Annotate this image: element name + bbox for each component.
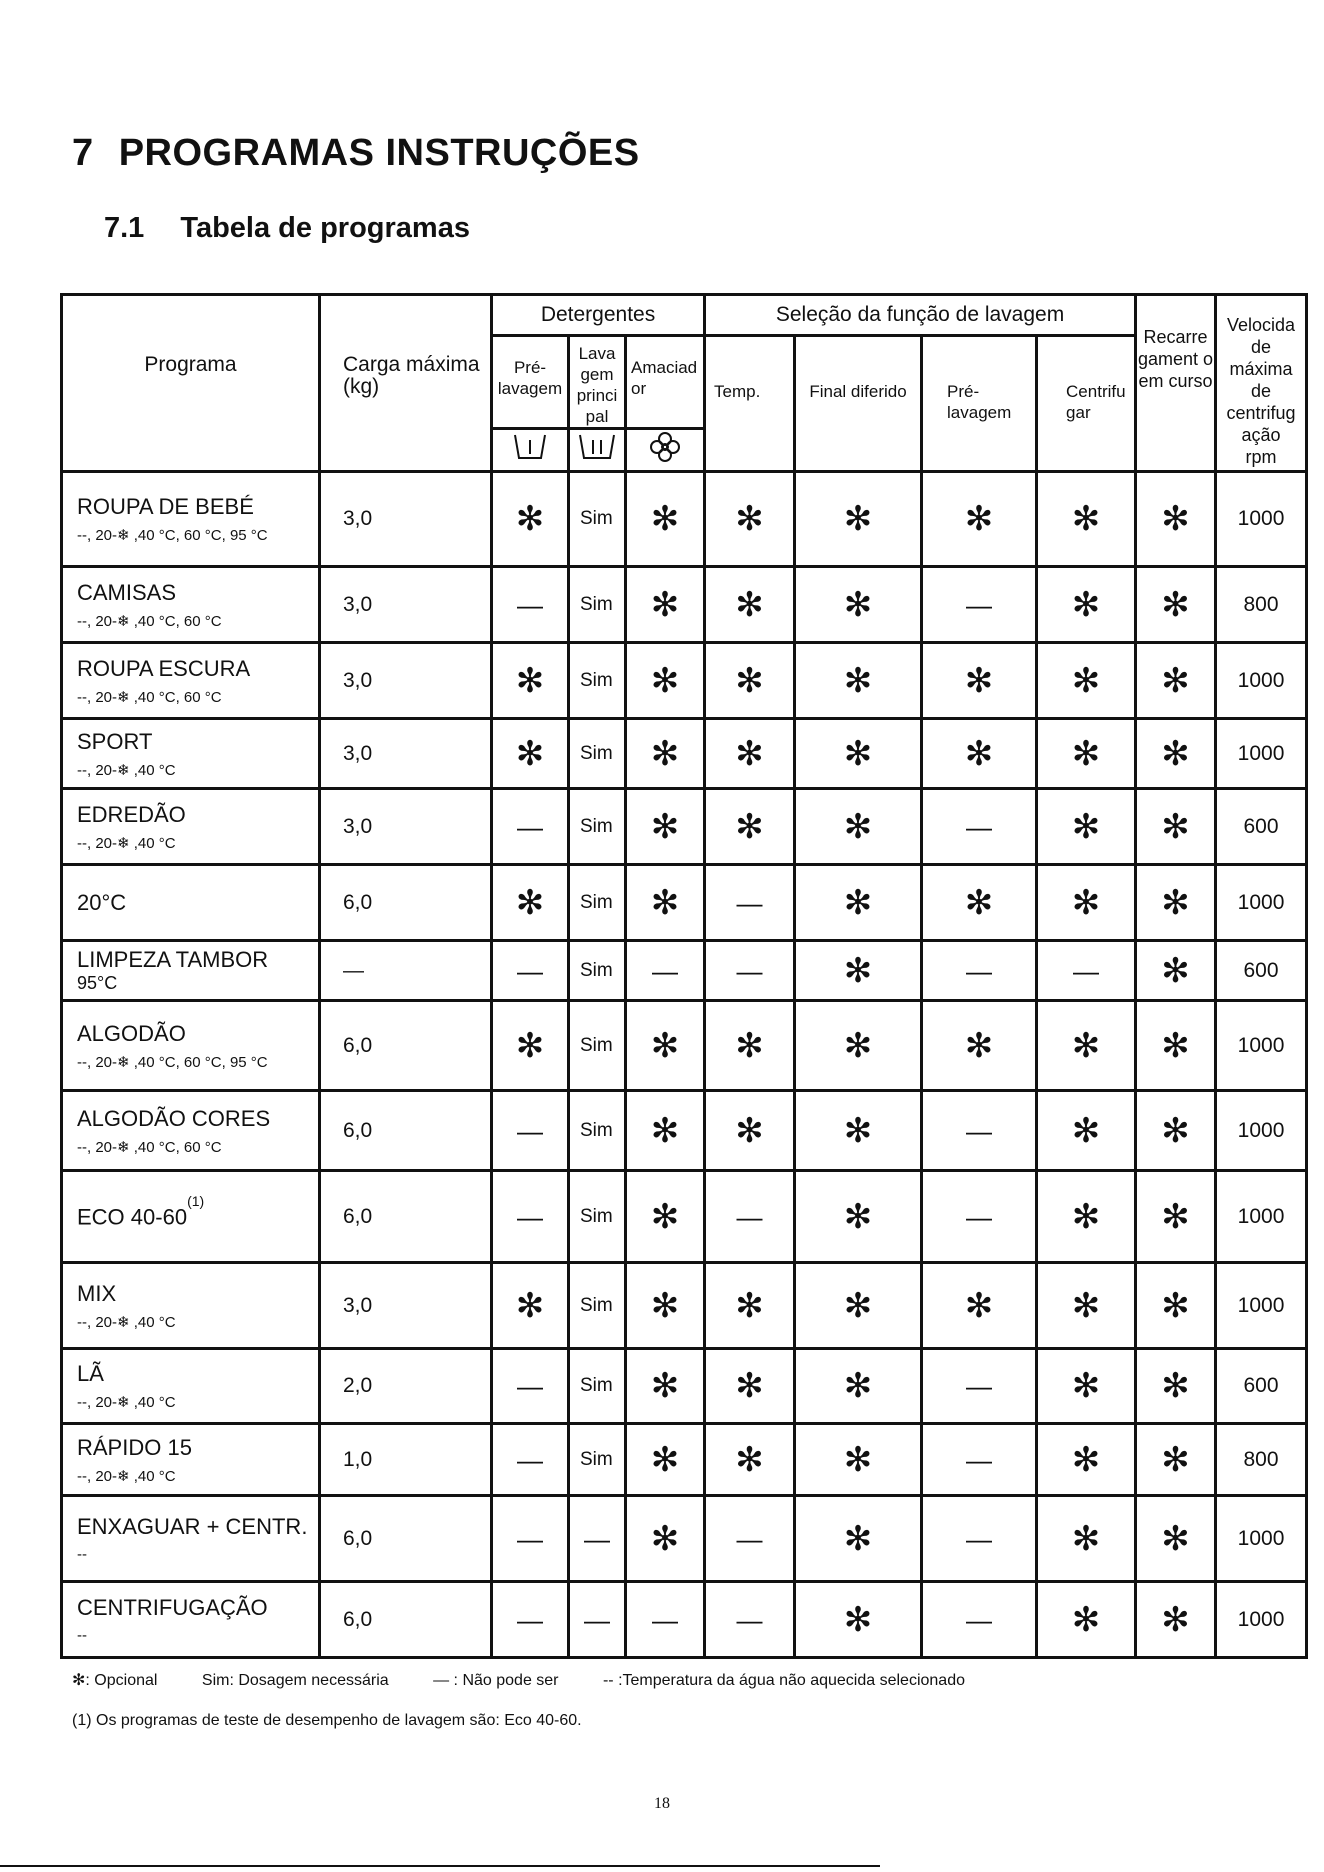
rpm-cell: 1000 xyxy=(1216,1091,1307,1171)
load-cell: — xyxy=(320,941,492,1001)
reload-cell: ✻ xyxy=(1136,472,1216,567)
main-wash-cell: Sim xyxy=(569,1171,626,1263)
program-name: LIMPEZA TAMBOR xyxy=(77,947,269,972)
spin-cell: — xyxy=(1037,941,1136,1001)
footnote: (1) Os programas de teste de desempenho de lavagem são: Eco 40-60. xyxy=(72,1712,582,1729)
header-velocidade xyxy=(1216,295,1307,472)
program-name: ALGODÃO CORES xyxy=(77,1105,271,1131)
legend-sim: Sim: Dosagem necessária xyxy=(201,1672,389,1689)
rpm-cell: 1000 xyxy=(1216,1001,1307,1091)
program-footnote-ref: (1) xyxy=(187,1192,205,1209)
program-temperatures: 95°C xyxy=(77,973,118,993)
header-amaciador: Amaciad or xyxy=(626,336,705,429)
prewash-select-cell: ✻ xyxy=(922,1001,1037,1091)
main-wash-cell: Sim xyxy=(569,567,626,643)
prewash-cell: — xyxy=(492,1349,569,1424)
prewash-select-cell: — xyxy=(922,1582,1037,1658)
program-name: RÁPIDO 15 xyxy=(77,1434,192,1460)
softener-cell: ✻ xyxy=(626,1424,705,1496)
spin-cell: ✻ xyxy=(1037,1582,1136,1658)
table-row xyxy=(62,567,1307,643)
program-cell xyxy=(62,1001,320,1091)
program-temperatures: --, 20-❄ ,40 °C xyxy=(77,834,176,852)
rpm-cell: 1000 xyxy=(1216,865,1307,941)
program-cell xyxy=(62,789,320,865)
prewash-select-cell: ✻ xyxy=(922,865,1037,941)
table-row xyxy=(62,719,1307,789)
program-cell xyxy=(62,1424,320,1496)
program-temperatures: --, 20-❄ ,40 °C, 60 °C, 95 °C xyxy=(77,527,268,544)
program-cell xyxy=(62,719,320,789)
rpm-cell: 800 xyxy=(1216,567,1307,643)
rpm-cell: 1000 xyxy=(1216,1582,1307,1658)
program-temperatures: -- xyxy=(77,1546,87,1563)
load-cell: 6,0 xyxy=(320,1171,492,1263)
temp-cell: ✻ xyxy=(705,719,795,789)
program-name: CAMISAS xyxy=(77,579,177,605)
softener-cell: ✻ xyxy=(626,865,705,941)
softener-cell: ✻ xyxy=(626,643,705,719)
softener-cell: ✻ xyxy=(626,1171,705,1263)
temp-cell: — xyxy=(705,1582,795,1658)
rpm-cell: 1000 xyxy=(1216,1496,1307,1582)
reload-cell: ✻ xyxy=(1136,567,1216,643)
rpm-cell: 600 xyxy=(1216,1349,1307,1424)
main-wash-cell: Sim xyxy=(569,643,626,719)
program-name: ROUPA ESCURA xyxy=(77,655,251,681)
softener-compartment-cell xyxy=(626,429,705,472)
header-row-1 xyxy=(62,295,1307,336)
delay-cell: ✻ xyxy=(795,472,922,567)
program-temperatures: --, 20-❄ ,40 °C, 60 °C, 95 °C xyxy=(77,1053,268,1071)
delay-cell: ✻ xyxy=(795,941,922,1001)
header-centrifugar: Centrifu gar xyxy=(1037,336,1136,472)
main-wash-cell: Sim xyxy=(569,1349,626,1424)
spin-cell: ✻ xyxy=(1037,865,1136,941)
rpm-cell: 1000 xyxy=(1216,719,1307,789)
main-wash-cell: — xyxy=(569,1496,626,1582)
table-row xyxy=(62,941,1307,1001)
spin-cell: ✻ xyxy=(1037,643,1136,719)
prewash-cell: — xyxy=(492,941,569,1001)
main-wash-cell: Sim xyxy=(569,789,626,865)
rpm-cell: 800 xyxy=(1216,1424,1307,1496)
softener-cell: ✻ xyxy=(626,1001,705,1091)
programs-table xyxy=(60,293,1308,1659)
softener-cell: ✻ xyxy=(626,789,705,865)
program-temperatures: --, 20-❄ ,40 °C, 60 °C xyxy=(77,688,222,706)
reload-cell: ✻ xyxy=(1136,643,1216,719)
temp-cell: ✻ xyxy=(705,1091,795,1171)
prewash-select-cell: ✻ xyxy=(922,643,1037,719)
prewash-select-cell: — xyxy=(922,567,1037,643)
program-cell xyxy=(62,865,320,941)
program-cell xyxy=(62,1171,320,1263)
page-number: 18 xyxy=(654,1795,670,1812)
reload-cell: ✻ xyxy=(1136,865,1216,941)
prewash-select-cell: — xyxy=(922,1349,1037,1424)
table-row xyxy=(62,1424,1307,1496)
load-cell: 2,0 xyxy=(320,1349,492,1424)
program-name: ROUPA DE BEBÉ xyxy=(77,494,254,519)
table-row xyxy=(62,789,1307,865)
prewash-select-cell: — xyxy=(922,1171,1037,1263)
program-temperatures: --, 20-❄ ,40 °C xyxy=(77,1394,176,1411)
prewash-compartment-cell xyxy=(492,429,569,472)
delay-cell: ✻ xyxy=(795,865,922,941)
softener-cell: ✻ xyxy=(626,719,705,789)
reload-cell: ✻ xyxy=(1136,1424,1216,1496)
delay-cell: ✻ xyxy=(795,1001,922,1091)
load-cell: 3,0 xyxy=(320,789,492,865)
temp-cell: ✻ xyxy=(705,1424,795,1496)
main-wash-compartment-icon xyxy=(577,432,617,462)
header-detergentes: Detergentes xyxy=(492,295,705,336)
program-name: ALGODÃO xyxy=(77,1020,186,1046)
softener-cell: — xyxy=(626,1582,705,1658)
prewash-cell: — xyxy=(492,1171,569,1263)
header-final-diferido: Final diferido xyxy=(795,336,922,472)
load-cell: 6,0 xyxy=(320,1001,492,1091)
rpm-cell: 600 xyxy=(1216,941,1307,1001)
rpm-cell: 1000 xyxy=(1216,472,1307,567)
header-velocidade-label: Velocida de máxima de centrifug ação xyxy=(1226,315,1296,445)
prewash-select-cell: — xyxy=(922,789,1037,865)
spin-cell: ✻ xyxy=(1037,1349,1136,1424)
main-wash-cell: Sim xyxy=(569,865,626,941)
header-programa: Programa xyxy=(62,295,320,472)
prewash-cell: ✻ xyxy=(492,1001,569,1091)
legend-temp: -- :Temperatura da água não aquecida selecionado xyxy=(602,1672,965,1689)
program-name: ENXAGUAR + CENTR. xyxy=(77,1514,308,1539)
delay-cell: ✻ xyxy=(795,643,922,719)
main-wash-cell: Sim xyxy=(569,1424,626,1496)
table-row xyxy=(62,643,1307,719)
legend xyxy=(72,1670,1005,1690)
program-cell xyxy=(62,1349,320,1424)
main-wash-cell: Sim xyxy=(569,1091,626,1171)
prewash-select-cell: ✻ xyxy=(922,719,1037,789)
temp-cell: — xyxy=(705,1496,795,1582)
page-heading xyxy=(72,132,640,175)
load-cell: 6,0 xyxy=(320,865,492,941)
header-rpm: rpm xyxy=(1245,447,1277,467)
header-pre-lavagem-det: Pré-lavagem xyxy=(492,336,569,429)
legend-optional: ✻: Opcional xyxy=(72,1672,158,1689)
table-row xyxy=(62,1263,1307,1349)
spin-cell: ✻ xyxy=(1037,567,1136,643)
program-name: CENTRIFUGAÇÃO xyxy=(77,1595,268,1620)
header-selecao: Seleção da função de lavagem xyxy=(705,295,1136,336)
prewash-cell: ✻ xyxy=(492,643,569,719)
rpm-cell: 1000 xyxy=(1216,1263,1307,1349)
prewash-cell: — xyxy=(492,789,569,865)
prewash-cell: ✻ xyxy=(492,1263,569,1349)
softener-cell: ✻ xyxy=(626,1349,705,1424)
temp-cell: ✻ xyxy=(705,472,795,567)
program-temperatures: --, 20-❄ ,40 °C xyxy=(77,1313,176,1331)
reload-cell: ✻ xyxy=(1136,1582,1216,1658)
section-number: 7.1 xyxy=(104,212,145,244)
softener-cell: ✻ xyxy=(626,472,705,567)
reload-cell: ✻ xyxy=(1136,1091,1216,1171)
program-temperatures: --, 20-❄ ,40 °C xyxy=(77,1467,176,1485)
prewash-cell: — xyxy=(492,1424,569,1496)
reload-cell: ✻ xyxy=(1136,1496,1216,1582)
program-name: LÃ xyxy=(77,1361,104,1386)
delay-cell: ✻ xyxy=(795,1091,922,1171)
prewash-select-cell: — xyxy=(922,1424,1037,1496)
load-cell: 6,0 xyxy=(320,1091,492,1171)
program-temperatures: --, 20-❄ ,40 °C, 60 °C xyxy=(77,612,222,630)
main-wash-cell: Sim xyxy=(569,941,626,1001)
program-cell xyxy=(62,472,320,567)
table-row xyxy=(62,865,1307,941)
program-cell xyxy=(62,1496,320,1582)
prewash-cell: — xyxy=(492,1582,569,1658)
program-temperatures: --, 20-❄ ,40 °C xyxy=(77,761,176,779)
table-row xyxy=(62,472,1307,567)
prewash-cell: ✻ xyxy=(492,472,569,567)
reload-cell: ✻ xyxy=(1136,1171,1216,1263)
main-wash-cell: Sim xyxy=(569,472,626,567)
load-cell: 1,0 xyxy=(320,1424,492,1496)
rpm-cell: 600 xyxy=(1216,789,1307,865)
program-name: SPORT xyxy=(77,728,153,754)
reload-cell: ✻ xyxy=(1136,1001,1216,1091)
main-wash-compartment-cell xyxy=(569,429,626,472)
rpm-cell: 1000 xyxy=(1216,643,1307,719)
load-cell: 3,0 xyxy=(320,472,492,567)
temp-cell: ✻ xyxy=(705,1349,795,1424)
spin-cell: ✻ xyxy=(1037,1496,1136,1582)
load-cell: 6,0 xyxy=(320,1496,492,1582)
program-name: MIX xyxy=(77,1280,117,1306)
program-cell xyxy=(62,1263,320,1349)
spin-cell: ✻ xyxy=(1037,1263,1136,1349)
temp-cell: ✻ xyxy=(705,567,795,643)
softener-cell: ✻ xyxy=(626,567,705,643)
header-pre-lavagem-sel: Pré- lavagem xyxy=(922,336,1037,472)
prewash-select-cell: — xyxy=(922,1496,1037,1582)
load-cell: 3,0 xyxy=(320,567,492,643)
table-row xyxy=(62,1582,1307,1658)
legend-not-allowed: — : Não pode ser xyxy=(433,1672,559,1689)
spin-cell: ✻ xyxy=(1037,719,1136,789)
delay-cell: ✻ xyxy=(795,1424,922,1496)
program-cell xyxy=(62,1582,320,1658)
program-cell xyxy=(62,1091,320,1171)
softener-cell: ✻ xyxy=(626,1496,705,1582)
program-cell xyxy=(62,567,320,643)
delay-cell: ✻ xyxy=(795,1582,922,1658)
prewash-select-cell: ✻ xyxy=(922,1263,1037,1349)
reload-cell: ✻ xyxy=(1136,719,1216,789)
load-cell: 3,0 xyxy=(320,643,492,719)
delay-cell: ✻ xyxy=(795,1496,922,1582)
heading-number: 7 xyxy=(72,132,94,174)
prewash-compartment-icon xyxy=(512,432,548,462)
delay-cell: ✻ xyxy=(795,1171,922,1263)
program-temperatures: -- xyxy=(77,1627,87,1644)
spin-cell: ✻ xyxy=(1037,1171,1136,1263)
table-row xyxy=(62,1091,1307,1171)
spin-cell: ✻ xyxy=(1037,472,1136,567)
heading-title: PROGRAMAS INSTRUÇÕES xyxy=(118,132,640,174)
table-row xyxy=(62,1171,1307,1263)
program-name: 20°C xyxy=(77,889,127,915)
program-cell xyxy=(62,941,320,1001)
load-cell: 6,0 xyxy=(320,1582,492,1658)
delay-cell: ✻ xyxy=(795,1263,922,1349)
section-title: Tabela de programas xyxy=(180,212,470,244)
prewash-select-cell: ✻ xyxy=(922,472,1037,567)
temp-cell: ✻ xyxy=(705,1263,795,1349)
temp-cell: ✻ xyxy=(705,789,795,865)
prewash-cell: — xyxy=(492,1496,569,1582)
delay-cell: ✻ xyxy=(795,567,922,643)
spin-cell: ✻ xyxy=(1037,1091,1136,1171)
header-carga: Carga máxima (kg) xyxy=(320,295,492,472)
prewash-select-cell: — xyxy=(922,1091,1037,1171)
reload-cell: ✻ xyxy=(1136,1263,1216,1349)
program-name: ECO 40-60$^{(1)}$ xyxy=(77,1192,205,1230)
temp-cell: — xyxy=(705,1171,795,1263)
main-wash-cell: Sim xyxy=(569,719,626,789)
bottom-rule xyxy=(0,1865,880,1867)
header-lavagem-principal: Lava gem princi pal xyxy=(569,336,626,429)
header-temp: Temp. xyxy=(705,336,795,472)
program-name: EDREDÃO xyxy=(77,801,186,827)
main-wash-cell: Sim xyxy=(569,1001,626,1091)
load-cell: 3,0 xyxy=(320,719,492,789)
reload-cell: ✻ xyxy=(1136,1349,1216,1424)
softener-cell: — xyxy=(626,941,705,1001)
spin-cell: ✻ xyxy=(1037,1001,1136,1091)
table-row xyxy=(62,1496,1307,1582)
prewash-select-cell: — xyxy=(922,941,1037,1001)
table-row xyxy=(62,1001,1307,1091)
program-cell xyxy=(62,643,320,719)
main-wash-cell: — xyxy=(569,1582,626,1658)
prewash-cell: — xyxy=(492,567,569,643)
delay-cell: ✻ xyxy=(795,1349,922,1424)
temp-cell: — xyxy=(705,941,795,1001)
temp-cell: ✻ xyxy=(705,1001,795,1091)
temp-cell: ✻ xyxy=(705,643,795,719)
table-row xyxy=(62,1349,1307,1424)
section-heading xyxy=(104,212,470,245)
delay-cell: ✻ xyxy=(795,719,922,789)
delay-cell: ✻ xyxy=(795,789,922,865)
temp-cell: — xyxy=(705,865,795,941)
prewash-cell: ✻ xyxy=(492,719,569,789)
spin-cell: ✻ xyxy=(1037,789,1136,865)
prewash-cell: — xyxy=(492,1091,569,1171)
spin-cell: ✻ xyxy=(1037,1424,1136,1496)
reload-cell: ✻ xyxy=(1136,941,1216,1001)
reload-cell: ✻ xyxy=(1136,789,1216,865)
softener-cell: ✻ xyxy=(626,1091,705,1171)
main-wash-cell: Sim xyxy=(569,1263,626,1349)
flower-softener-icon xyxy=(645,430,685,464)
load-cell: 3,0 xyxy=(320,1263,492,1349)
prewash-cell: ✻ xyxy=(492,865,569,941)
rpm-cell: 1000 xyxy=(1216,1171,1307,1263)
softener-cell: ✻ xyxy=(626,1263,705,1349)
header-recarregamento: Recarre gament o em curso xyxy=(1136,295,1216,472)
program-temperatures: --, 20-❄ ,40 °C, 60 °C xyxy=(77,1138,222,1156)
